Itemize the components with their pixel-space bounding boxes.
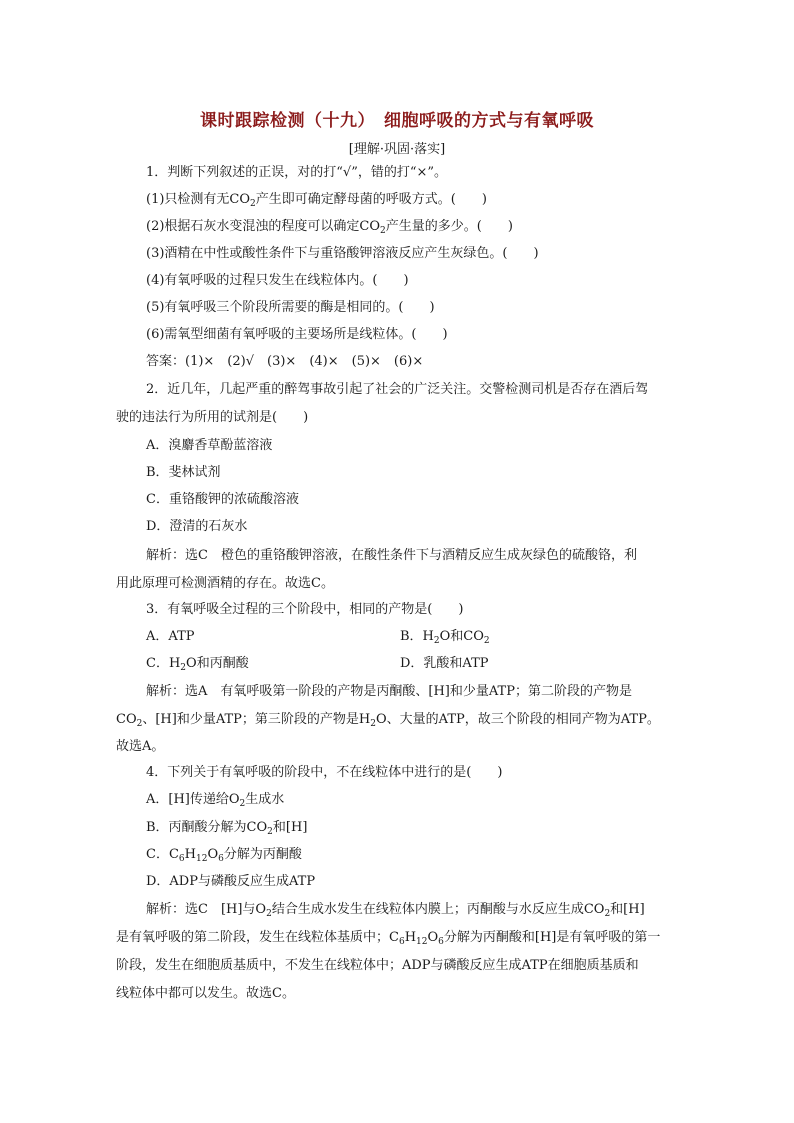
q4-option-a: A．[H]传递给$O_2$生成水 [146, 792, 285, 809]
q2-option-b: B．斐林试剂 [146, 465, 221, 480]
q2-option-c: C．重铬酸钾的浓硫酸溶液 [146, 492, 299, 507]
q4-analysis-line2: 是有氧呼吸的第二阶段，发生在线粒体基质中；$C_6H_{12}O_6$分解为丙酮酸和[H]是有氧呼吸的第一 [116, 930, 661, 947]
q1-stem: 1．判断下列叙述的正误，对的打“√”，错的打“×”。 [146, 165, 448, 180]
q2-option-d: D．澄清的石灰水 [146, 519, 248, 534]
q4-stem: 4．下列关于有氧呼吸的阶段中，不在线粒体中进行的是( ) [146, 765, 503, 780]
q1-item-3: (3)酒精在中性或酸性条件下与重铬酸钾溶液反应产生灰绿色。( ) [146, 246, 539, 261]
page-title: 课时跟踪检测（十九） 细胞呼吸的方式与有氧呼吸 [200, 111, 594, 131]
q1-item-4: (4)有氧呼吸的过程只发生在线粒体内。( ) [146, 273, 409, 288]
q3-stem: 3．有氧呼吸全过程的三个阶段中，相同的产物是( ) [146, 602, 464, 617]
q4-analysis-line1: 解析：选C [H]与$O_2$结合生成水发生在线粒体内膜上；丙酮酸与水反应生成$CO_2$和[H] [146, 902, 645, 919]
q1-answer: 答案：(1)× (2)√ (3)× (4)× (5)× (6)× [146, 354, 424, 369]
q3-analysis-line3: 故选A。 [116, 739, 165, 754]
q2-analysis-line1: 解析：选C 橙色的重铬酸钾溶液，在酸性条件下与酒精反应生成灰绿色的硫酸铬，利 [146, 548, 637, 563]
q3-option-b: B．$H_2O$和$CO_2$ [400, 629, 490, 646]
q1-item-1: (1)只检测有无$CO_2$产生即可确定酵母菌的呼吸方式。( ) [146, 192, 487, 209]
q3-option-a: A．ATP [146, 629, 195, 644]
q3-analysis-line1: 解析：选A 有氧呼吸第一阶段的产物是丙酮酸、[H]和少量ATP；第二阶段的产物是 [146, 684, 632, 699]
q2-option-a: A．溴麝香草酚蓝溶液 [146, 438, 273, 453]
q1-item-2: (2)根据石灰水变混浊的程度可以确定$CO_2$产生量的多少。( ) [146, 219, 513, 236]
q4-analysis-line4: 线粒体中都可以发生。故选C。 [116, 986, 295, 1001]
q3-option-c: C．$H_2O$和丙酮酸 [146, 656, 249, 673]
q1-item-6: (6)需氧型细菌有氧呼吸的主要场所是线粒体。( ) [146, 327, 448, 342]
q3-analysis-line2: $CO_2$、[H]和少量ATP；第三阶段的产物是$H_2O$、大量的ATP，故三个阶段的相同产物为ATP。 [116, 712, 660, 729]
q2-analysis-line2: 用此原理可检测酒精的存在。故选C。 [116, 576, 334, 591]
q4-option-b: B．丙酮酸分解为$CO_2$和[H] [146, 820, 308, 837]
q3-option-d: D．乳酸和ATP [400, 656, 489, 671]
section-subtitle: [理解·巩固·落实] [348, 142, 446, 157]
q4-analysis-line3: 阶段，发生在细胞质基质中，不发生在线粒体中；ADP与磷酸反应生成ATP在细胞质基质和 [116, 958, 639, 973]
q4-option-c: C．$C_6H_{12}O_6$分解为丙酮酸 [146, 847, 302, 864]
q4-option-d: D．ADP与磷酸反应生成ATP [146, 874, 316, 889]
q2-stem-line2: 驶的违法行为所用的试剂是( ) [116, 410, 309, 425]
q1-item-5: (5)有氧呼吸三个阶段所需要的酶是相同的。( ) [146, 300, 435, 315]
q2-stem-line1: 2．近几年，几起严重的醉驾事故引起了社会的广泛关注。交警检测司机是否存在酒后驾 [146, 382, 649, 397]
